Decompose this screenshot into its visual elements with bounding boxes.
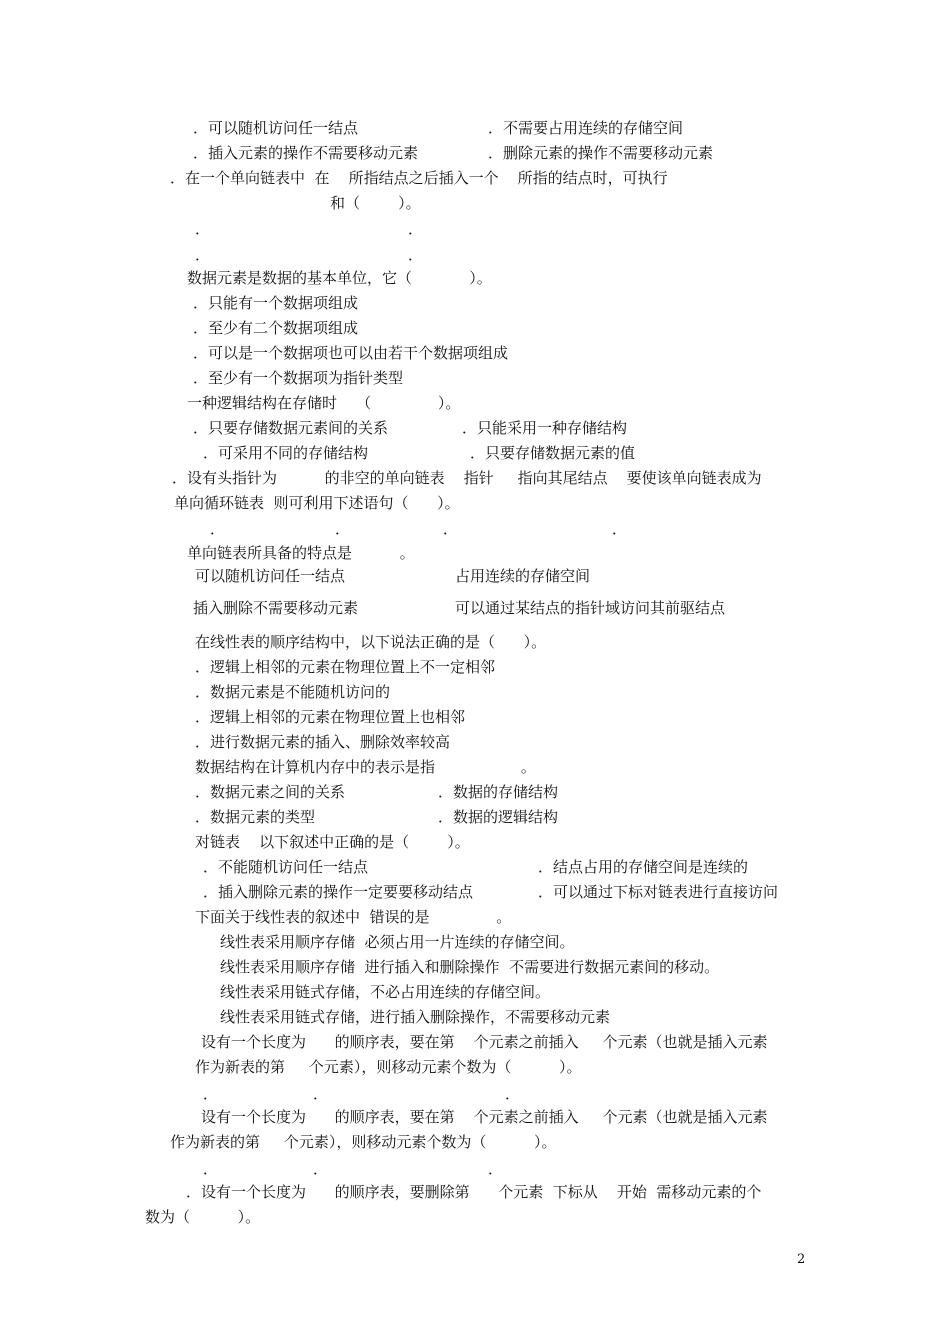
option-c: 线性表采用链式存储，不必占用连续的存储空间。 — [220, 983, 551, 1001]
option-c: ．数据元素的类型 — [195, 808, 316, 826]
option-c: ．逻辑上相邻的元素在物理位置上也相邻 — [195, 708, 466, 726]
question-text: 数据结构在计算机内存中的表示是指 。 — [195, 758, 536, 776]
option-b: ．结点占用的存储空间是连续的 — [538, 858, 749, 876]
option-a: ．逻辑上相邻的元素在物理位置上不一定相邻 — [195, 658, 496, 676]
option-b: 占用连续的存储空间 — [455, 567, 591, 585]
question-text: ．设有一个长度为 的顺序表，要删除第 个元素 下标从 开始 需移动元素的个 — [186, 1183, 762, 1201]
option-b: ．不需要占用连续的存储空间 — [488, 119, 684, 137]
option-b: ． — [313, 1085, 329, 1103]
option-a: ．数据元素之间的关系 — [195, 783, 346, 801]
question-text: ．设有头指针为 的非空的单向链表 指针 指向其尾结点 要使该单向链表成为 — [172, 469, 762, 487]
question-text: 和（ ）。 — [330, 194, 421, 212]
option-b: ．数据元素是不能随机访问的 — [195, 683, 391, 701]
question-text: 下面关于线性表的叙述中 错误的是 。 — [195, 908, 512, 926]
question-text: ．在一个单向链表中 在 所指结点之后插入一个 所指的结点时，可执行 — [170, 169, 668, 187]
option-a: ．可以随机访问任一结点 — [193, 119, 359, 137]
option-d: ． — [612, 520, 628, 538]
option-c: ． — [195, 246, 211, 264]
question-text: 数为（ ）。 — [145, 1208, 261, 1226]
option-d: ．删除元素的操作不需要移动元素 — [488, 144, 714, 162]
question-text: 设有一个长度为 的顺序表，要在第 个元素之前插入 个元素（也就是插入元素 — [201, 1033, 768, 1051]
option-d: ． — [408, 246, 424, 264]
option-c: ． — [443, 520, 459, 538]
question-text: 数据元素是数据的基本单位，它（ ）。 — [187, 269, 492, 287]
option-a: ．只要存储数据元素间的关系 — [193, 419, 389, 437]
option-b: ．只能采用一种存储结构 — [462, 419, 628, 437]
option-a: ．不能随机访问任一结点 — [203, 858, 369, 876]
option-c: ．插入元素的操作不需要移动元素 — [193, 144, 419, 162]
option-b: ． — [335, 520, 351, 538]
option-c: ．可采用不同的存储结构 — [203, 444, 369, 462]
question-text: 单向链表所具备的特点是 。 — [187, 544, 415, 562]
option-a: ． — [203, 1160, 219, 1178]
question-text: 作为新表的第 个元素），则移动元素个数为（ ）。 — [170, 1133, 557, 1151]
option-c: 插入删除不需要移动元素 — [193, 599, 359, 617]
option-d: ．至少有一个数据项为指针类型 — [193, 369, 404, 387]
question-text: 作为新表的第 个元素），则移动元素个数为（ ）。 — [195, 1058, 582, 1076]
option-b: 线性表采用顺序存储 进行插入和删除操作 不需要进行数据元素间的移动。 — [220, 958, 720, 976]
option-a: ．只能有一个数据项组成 — [193, 294, 359, 312]
option-b: ．数据的存储结构 — [438, 783, 559, 801]
option-a: 线性表采用顺序存储 必须占用一片连续的存储空间。 — [220, 933, 575, 951]
option-c: ． — [488, 1160, 504, 1178]
option-b: ． — [313, 1160, 329, 1178]
option-c: ．插入删除元素的操作一定要要移动结点 — [203, 883, 474, 901]
question-text: 在线性表的顺序结构中，以下说法正确的是（ ）。 — [195, 633, 547, 651]
option-a: ． — [203, 1085, 219, 1103]
page-number: 2 — [797, 1252, 806, 1267]
option-b: ． — [408, 220, 424, 238]
option-d: 可以通过某结点的指针域访问其前驱结点 — [455, 599, 726, 617]
option-a: ． — [210, 520, 226, 538]
option-d: ．可以通过下标对链表进行直接访问 — [538, 883, 779, 901]
question-text: 设有一个长度为 的顺序表，要在第 个元素之前插入 个元素（也就是插入元素 — [201, 1108, 768, 1126]
option-d: 线性表采用链式存储，进行插入删除操作，不需要移动元素 — [220, 1008, 611, 1026]
question-text: 对链表 以下叙述中正确的是（ ）。 — [195, 833, 470, 851]
option-d: ．进行数据元素的插入、删除效率较高 — [195, 733, 451, 751]
option-b: ．至少有二个数据项组成 — [193, 319, 359, 337]
option-c: ． — [505, 1085, 521, 1103]
option-a: ． — [195, 220, 211, 238]
question-text: 一种逻辑结构在存储时 （ ）。 — [187, 394, 461, 412]
option-d: ．只要存储数据元素的值 — [470, 444, 636, 462]
option-a: 可以随机访问任一结点 — [195, 567, 346, 585]
option-d: ．数据的逻辑结构 — [438, 808, 559, 826]
option-c: ．可以是一个数据项也可以由若干个数据项组成 — [193, 344, 509, 362]
question-text: 单向循环链表 则可利用下述语句（ ）。 — [174, 494, 460, 512]
